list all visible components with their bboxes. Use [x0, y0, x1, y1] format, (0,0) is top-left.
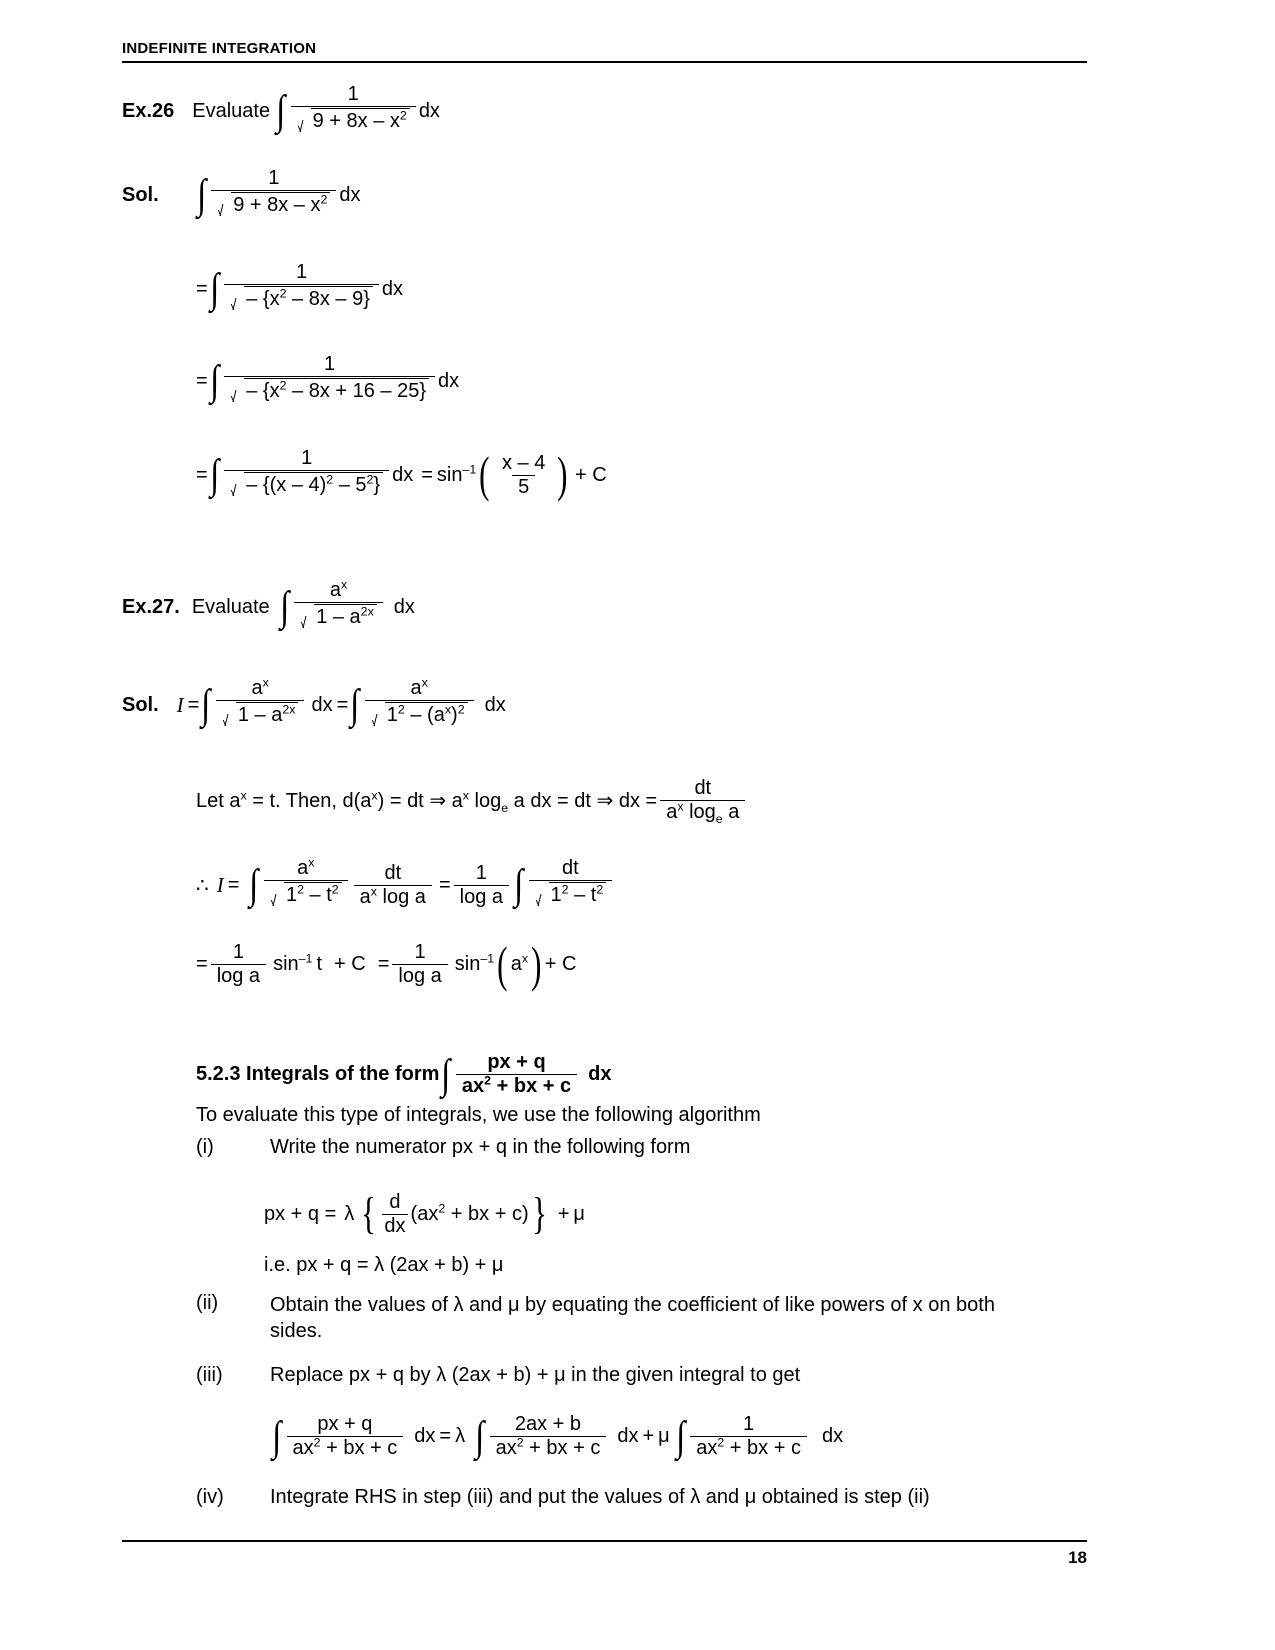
radicand-mid: – t — [303, 884, 332, 906]
right-paren-icon: ) — [531, 935, 542, 992]
lambda-symbol: λ — [690, 1486, 701, 1508]
numerator-base: a — [329, 579, 341, 601]
den-rest: + bx + c — [724, 1437, 801, 1459]
sub-part-1: Let a — [196, 790, 241, 812]
algorithm-step-iii — [196, 1362, 800, 1388]
iii-fraction-3 — [690, 1414, 807, 1459]
integral-sign-icon: ∫ — [249, 862, 259, 909]
equals-sign: = — [196, 463, 208, 486]
example-26-label: Ex.26 — [122, 99, 175, 122]
fraction-numerator: 1 — [475, 861, 487, 884]
integral-variable-I: I — [176, 692, 184, 717]
step-iv-text — [270, 1484, 930, 1510]
den-part-1: a — [666, 801, 678, 823]
radicand-text: 1 – a — [316, 606, 361, 628]
arcsin-function — [273, 953, 312, 976]
integrand-denominator — [294, 602, 383, 634]
integral-sign-icon: ∫ — [209, 266, 220, 313]
lambda-symbol: λ — [453, 1294, 464, 1316]
den-rest: + bx + c — [491, 1075, 572, 1097]
numerator-base: a — [251, 677, 263, 699]
sin-label: sin — [436, 463, 463, 486]
integrand-denominator — [211, 190, 336, 222]
example-27-label: Ex.27. — [122, 595, 180, 618]
sqrt-icon — [300, 604, 377, 629]
intro-paragraph: To evaluate this type of integrals, we use the following algorithm — [196, 1104, 761, 1126]
log-base-subscript: e — [501, 801, 509, 815]
integrand-denominator — [224, 470, 389, 502]
text-middle: (2ax + b) + — [446, 1364, 555, 1386]
dx-label: dx — [484, 693, 506, 716]
quadratic-body — [411, 1203, 529, 1226]
iii-fraction-1 — [287, 1414, 404, 1459]
solution-label: Sol. — [122, 693, 159, 716]
radicand-middle: – 5 — [333, 474, 367, 496]
integral-sign-icon: ∫ — [196, 172, 207, 219]
text-prefix: Replace px + q by — [270, 1364, 437, 1386]
arcsin-function-2 — [455, 953, 494, 976]
den-exp: 2 — [313, 1435, 321, 1450]
page-number: 18 — [1068, 1548, 1087, 1567]
example-26-final-line — [196, 448, 607, 502]
den-exp: 2 — [516, 1435, 524, 1450]
integral-sign-icon: ∫ — [276, 88, 286, 135]
integrand-numerator: 1 — [301, 447, 313, 469]
numerator-exponent: x — [340, 577, 348, 592]
integral-variable-I: I — [216, 872, 224, 897]
integral-sign-icon: ∫ — [209, 358, 220, 405]
radicand-text: 9 + 8x – x — [233, 194, 321, 216]
integral-sign-icon: ∫ — [514, 862, 524, 909]
lambda-symbol: λ — [455, 1425, 466, 1447]
header-title: INDEFINITE INTEGRATION — [122, 40, 317, 57]
step-integrand — [224, 354, 435, 408]
body-exp: 2 — [438, 1201, 446, 1216]
radicand-exponent: 2x — [360, 604, 374, 619]
fraction-numerator: dt — [384, 861, 402, 884]
integral-sign-icon-3: ∫ — [675, 1413, 686, 1460]
sub-part-6: a dx = dt — [508, 790, 597, 812]
den-exp: 2 — [717, 1435, 725, 1450]
arcsin-argument: t — [316, 953, 322, 975]
equals-sign: = — [439, 1425, 452, 1447]
therefore-fraction-2 — [354, 863, 432, 908]
dx-label: dx — [381, 277, 403, 300]
den-rest: + bx + c — [320, 1437, 398, 1459]
arcsin-function — [436, 461, 477, 487]
sin-label-2: sin — [454, 953, 481, 975]
sub-exp-4: x — [462, 788, 469, 803]
mu-symbol: μ — [658, 1425, 670, 1447]
sin-label: sin — [273, 953, 299, 975]
arg-exp: x — [521, 951, 529, 966]
section-title: 5.2.3 Integrals of the form — [196, 1063, 440, 1085]
integrand — [211, 168, 336, 222]
right-paren-icon: ) — [557, 446, 568, 503]
text-middle: and — [463, 1294, 508, 1316]
fraction-denominator — [490, 1436, 607, 1459]
example-26-integrand — [291, 84, 416, 138]
text-suffix: obtained is step (ii) — [756, 1486, 930, 1508]
fraction-denominator — [529, 880, 613, 912]
integrand-numerator: 1 — [268, 167, 280, 189]
left-brace-icon: { — [361, 1189, 377, 1239]
sqrt-icon — [535, 882, 607, 907]
radicand-prefix: 1 — [386, 704, 398, 726]
integral-sign-icon: ∫ — [209, 452, 220, 499]
d-numerator: d — [389, 1191, 401, 1213]
page-footer — [122, 1540, 1087, 1568]
sub-part-2: = t. Then, d(a — [246, 790, 372, 812]
integral-sign-icon: ∫ — [201, 682, 211, 729]
result-fraction-2 — [392, 942, 447, 987]
radicand-suffix: ) — [451, 704, 458, 726]
example-26-step-1 — [196, 262, 403, 316]
dx-label: dx — [588, 1063, 612, 1085]
lambda-symbol: λ — [374, 1254, 385, 1276]
text-suffix: by equating the coefficient of like powers of x on both — [519, 1294, 995, 1316]
implies-arrow-icon: ⇒ — [429, 790, 447, 812]
fraction-numerator: px + q — [317, 1413, 373, 1435]
integrand-numerator: px + q — [487, 1051, 546, 1073]
sub-part-3: ) = dt — [377, 790, 430, 812]
integrand-numerator — [405, 675, 434, 700]
radicand-mid: – t — [568, 884, 597, 906]
body-suffix: + bx + c) — [445, 1203, 529, 1225]
arcsin-argument — [496, 453, 551, 498]
radicand-exponent: 2 — [326, 472, 334, 487]
integrand-denominator — [216, 700, 305, 732]
radicand-suffix: – 8x – 9} — [286, 288, 370, 310]
fraction-denominator — [660, 799, 745, 826]
dx-label-2: dx — [617, 1425, 639, 1447]
left-paren-icon: ( — [479, 446, 490, 503]
fraction-denominator — [354, 885, 432, 908]
fraction-numerator: dt — [694, 777, 712, 799]
integrand-denominator — [224, 284, 379, 316]
equals-sign: = — [227, 873, 240, 896]
den-rest: + bx + c — [523, 1437, 601, 1459]
radicand-exponent: 2 — [399, 108, 407, 123]
mu-symbol: μ — [554, 1364, 566, 1386]
dx-label: dx — [311, 693, 333, 716]
den-base: ax — [292, 1437, 314, 1459]
ie-text — [264, 1252, 503, 1278]
radicand-middle: – (a — [404, 704, 445, 726]
radicand-prefix: – {x — [246, 380, 280, 402]
radicand-exp: 2 — [297, 882, 304, 897]
radicand-exponent-2: 2 — [366, 472, 374, 487]
radicand-exponent: 2 — [397, 702, 405, 717]
algorithm-step-ii — [196, 1292, 1060, 1344]
radicand-exponent-3: 2 — [457, 702, 465, 717]
integral-sign-icon: ∫ — [350, 682, 360, 729]
integrand-numerator: 1 — [295, 261, 308, 283]
equals-sign-2: = — [421, 463, 433, 486]
fraction-denominator — [287, 1436, 404, 1459]
iii-fraction-2 — [490, 1414, 607, 1459]
integral-sign-icon-2: ∫ — [475, 1413, 485, 1460]
step-marker-iv: (iv) — [196, 1485, 224, 1508]
integral-sign-icon: ∫ — [272, 1413, 282, 1460]
radicand-exponent: 2 — [279, 378, 287, 393]
example-26-solution-line-1 — [122, 168, 361, 222]
step-marker-i: (i) — [196, 1135, 214, 1158]
right-brace-icon: } — [531, 1189, 547, 1239]
arcsin-argument-2 — [511, 953, 528, 976]
den-base: a — [359, 885, 371, 908]
algorithm-step-i-formula — [264, 1189, 585, 1239]
fraction-numerator: 1 — [232, 941, 244, 963]
example-27-prompt — [122, 577, 415, 634]
equals-sign-2: = — [336, 693, 349, 716]
radicand-exponent: 2 — [279, 286, 287, 301]
text-prefix: Obtain the values of — [270, 1294, 454, 1316]
num-exp: x — [308, 855, 315, 870]
dx-label: dx — [418, 99, 440, 122]
plus-constant: + C — [574, 463, 607, 486]
den-part-2: log — [683, 801, 716, 823]
sqrt-icon — [230, 472, 383, 497]
num-base: a — [297, 857, 309, 879]
plus-sign: + — [557, 1203, 570, 1225]
dx-substitution-fraction — [660, 777, 745, 826]
sqrt-icon — [230, 286, 373, 311]
example-26-evaluate-word: Evaluate — [192, 99, 271, 122]
dx-label: dx — [393, 595, 415, 618]
sqrt-icon — [297, 108, 410, 133]
result-fraction-1 — [211, 942, 266, 987]
integrand-denominator — [365, 700, 474, 732]
argument-numerator: x – 4 — [501, 451, 546, 474]
sqrt-icon — [230, 378, 429, 403]
sqrt-icon — [217, 192, 330, 217]
example-27-solution-line-1 — [122, 675, 506, 732]
page-header — [122, 40, 1087, 63]
integrand-numerator — [246, 675, 275, 700]
example-26-prompt — [122, 84, 440, 138]
step-marker-iii: (iii) — [196, 1363, 223, 1386]
radicand-exp: 2 — [561, 882, 569, 897]
radicand-exp-2: 2 — [331, 882, 339, 897]
radicand-prefix: 1 — [550, 884, 562, 906]
therefore-fraction-3 — [454, 863, 509, 908]
text-line-2: sides. — [270, 1320, 323, 1342]
den-exp: 2 — [484, 1073, 492, 1088]
integrand-numerator: 1 — [324, 353, 336, 375]
integrand-first — [216, 675, 305, 732]
fraction-numerator: dt — [562, 857, 579, 879]
radicand-exponent: 2x — [282, 702, 296, 717]
inverse-exponent: –1 — [298, 951, 313, 966]
radicand-exponent: 2 — [320, 192, 328, 207]
fraction-numerator: 2ax + b — [514, 1413, 582, 1435]
step-iii-text — [270, 1362, 800, 1388]
sub-part-7: dx = — [613, 790, 658, 812]
den-log: log a — [377, 885, 426, 908]
sub-exp-1: x — [240, 788, 247, 803]
den-exp: x — [677, 799, 684, 814]
fraction-numerator: 1 — [414, 941, 426, 963]
sub-exp-2: x — [371, 788, 378, 803]
sqrt-icon — [371, 702, 468, 727]
numerator-exponent: x — [262, 675, 269, 690]
ie-middle: (2ax + b) + — [384, 1254, 492, 1276]
radicand-suffix: } — [373, 474, 381, 496]
equals-sign: = — [196, 277, 208, 300]
den-base: ax — [461, 1075, 485, 1097]
den-base: ax — [495, 1437, 517, 1459]
algorithm-step-i-ie-line — [264, 1252, 503, 1278]
sqrt-icon — [222, 702, 299, 727]
radicand-prefix: – {(x – 4) — [246, 474, 327, 496]
numerator-exponent: x — [421, 675, 428, 690]
algorithm-step-iii-formula — [270, 1414, 843, 1459]
fraction-denominator — [264, 880, 348, 912]
equals-sign-2: = — [377, 953, 390, 975]
step-ii-text — [270, 1292, 1060, 1344]
radicand-text: 9 + 8x – x — [312, 110, 400, 132]
step-marker-ii: (ii) — [196, 1292, 219, 1314]
example-27-therefore-line — [196, 855, 615, 912]
section-intro-text — [196, 1102, 761, 1128]
arg-base: a — [510, 953, 522, 975]
numerator-base: a — [410, 677, 422, 699]
section-integrand — [456, 1052, 577, 1097]
example-27-integrand — [294, 577, 383, 634]
solution-label: Sol. — [122, 183, 159, 206]
integrand-denominator — [456, 1074, 577, 1097]
derivative-operator — [382, 1192, 407, 1237]
fraction-numerator — [291, 855, 320, 880]
text-prefix: Integrate RHS in step (iii) and put the values of — [270, 1486, 691, 1508]
therefore-fraction-1 — [264, 855, 348, 912]
substitution-text — [196, 788, 657, 813]
example-27-evaluate-word: Evaluate — [191, 595, 270, 618]
integrand-denominator — [224, 376, 435, 408]
example-27-substitution-line — [196, 777, 748, 826]
mu-symbol: μ — [744, 1486, 757, 1508]
equals-sign: = — [187, 693, 200, 716]
fraction-denominator — [690, 1436, 807, 1459]
text-suffix: in the given integral to get — [565, 1364, 801, 1386]
left-paren-icon: ( — [497, 935, 508, 992]
dx-label-3: dx — [821, 1425, 844, 1447]
formula-lhs: px + q = — [264, 1203, 337, 1225]
step-integrand — [224, 262, 379, 316]
dx-label: dx — [438, 369, 460, 392]
den-log-subscript: e — [715, 812, 723, 826]
lambda-symbol: λ — [436, 1364, 447, 1386]
radicand-text: 1 – a — [237, 704, 283, 726]
sub-part-4: a — [446, 790, 463, 812]
plus-constant: + C — [334, 953, 366, 975]
dx-label-1: dx — [414, 1425, 436, 1447]
body-prefix: (ax — [410, 1203, 439, 1225]
text-middle: and — [700, 1486, 745, 1508]
radicand-suffix: – 8x + 16 – 25} — [286, 380, 427, 402]
therefore-fraction-4 — [529, 858, 613, 912]
radicand-prefix: 1 — [285, 884, 298, 906]
section-heading-5-2-3 — [196, 1052, 611, 1097]
dx-denominator: dx — [384, 1215, 406, 1237]
plus-sign: + — [642, 1425, 655, 1447]
integrand-denominator — [291, 106, 416, 138]
equals-sign: = — [196, 369, 208, 392]
example-26-step-2 — [196, 354, 459, 408]
radicand-exponent-2: x — [444, 702, 452, 717]
fraction-denominator: log a — [392, 964, 447, 987]
radicand-prefix: – {x — [246, 288, 280, 310]
den-base: ax — [696, 1437, 718, 1459]
mu-symbol: μ — [507, 1294, 520, 1316]
integrand-numerator: 1 — [347, 83, 359, 105]
ie-prefix: i.e. px + q = — [264, 1254, 375, 1276]
mu-symbol: μ — [573, 1203, 585, 1225]
example-27-result-line — [196, 935, 577, 992]
therefore-symbol-icon: ∴ — [196, 874, 209, 897]
plus-constant-2: + C — [544, 953, 577, 975]
dx-label: dx — [339, 183, 361, 206]
radicand-exp-2: 2 — [596, 882, 604, 897]
lambda-symbol: λ — [344, 1203, 355, 1225]
equals-sign-2: = — [438, 873, 451, 896]
algorithm-step-iv — [196, 1484, 930, 1510]
step-i-text: Write the numerator px + q in the following form — [270, 1136, 691, 1158]
den-exp: x — [370, 883, 377, 898]
algorithm-step-i — [196, 1134, 690, 1160]
final-integrand — [224, 448, 389, 502]
sub-part-5: log — [468, 790, 502, 812]
inverse-exponent-2: –1 — [480, 951, 495, 966]
fraction-denominator: log a — [454, 885, 509, 908]
integrand-numerator — [324, 577, 353, 602]
implies-arrow-icon-2: ⇒ — [596, 790, 614, 812]
integral-sign-icon: ∫ — [441, 1051, 451, 1098]
mu-symbol: μ — [491, 1254, 504, 1276]
footer-divider — [122, 1540, 1087, 1542]
fraction-numerator: 1 — [743, 1413, 755, 1435]
integrand-second — [365, 675, 474, 732]
sqrt-icon — [270, 882, 342, 907]
fraction-denominator: log a — [211, 964, 266, 987]
inverse-exponent: –1 — [462, 461, 477, 476]
header-divider — [122, 61, 1087, 63]
equals-sign: = — [196, 953, 208, 975]
argument-denominator: 5 — [512, 475, 535, 498]
den-part-3: a — [722, 801, 740, 823]
integral-sign-icon: ∫ — [279, 584, 290, 631]
dx-label: dx — [392, 463, 414, 486]
